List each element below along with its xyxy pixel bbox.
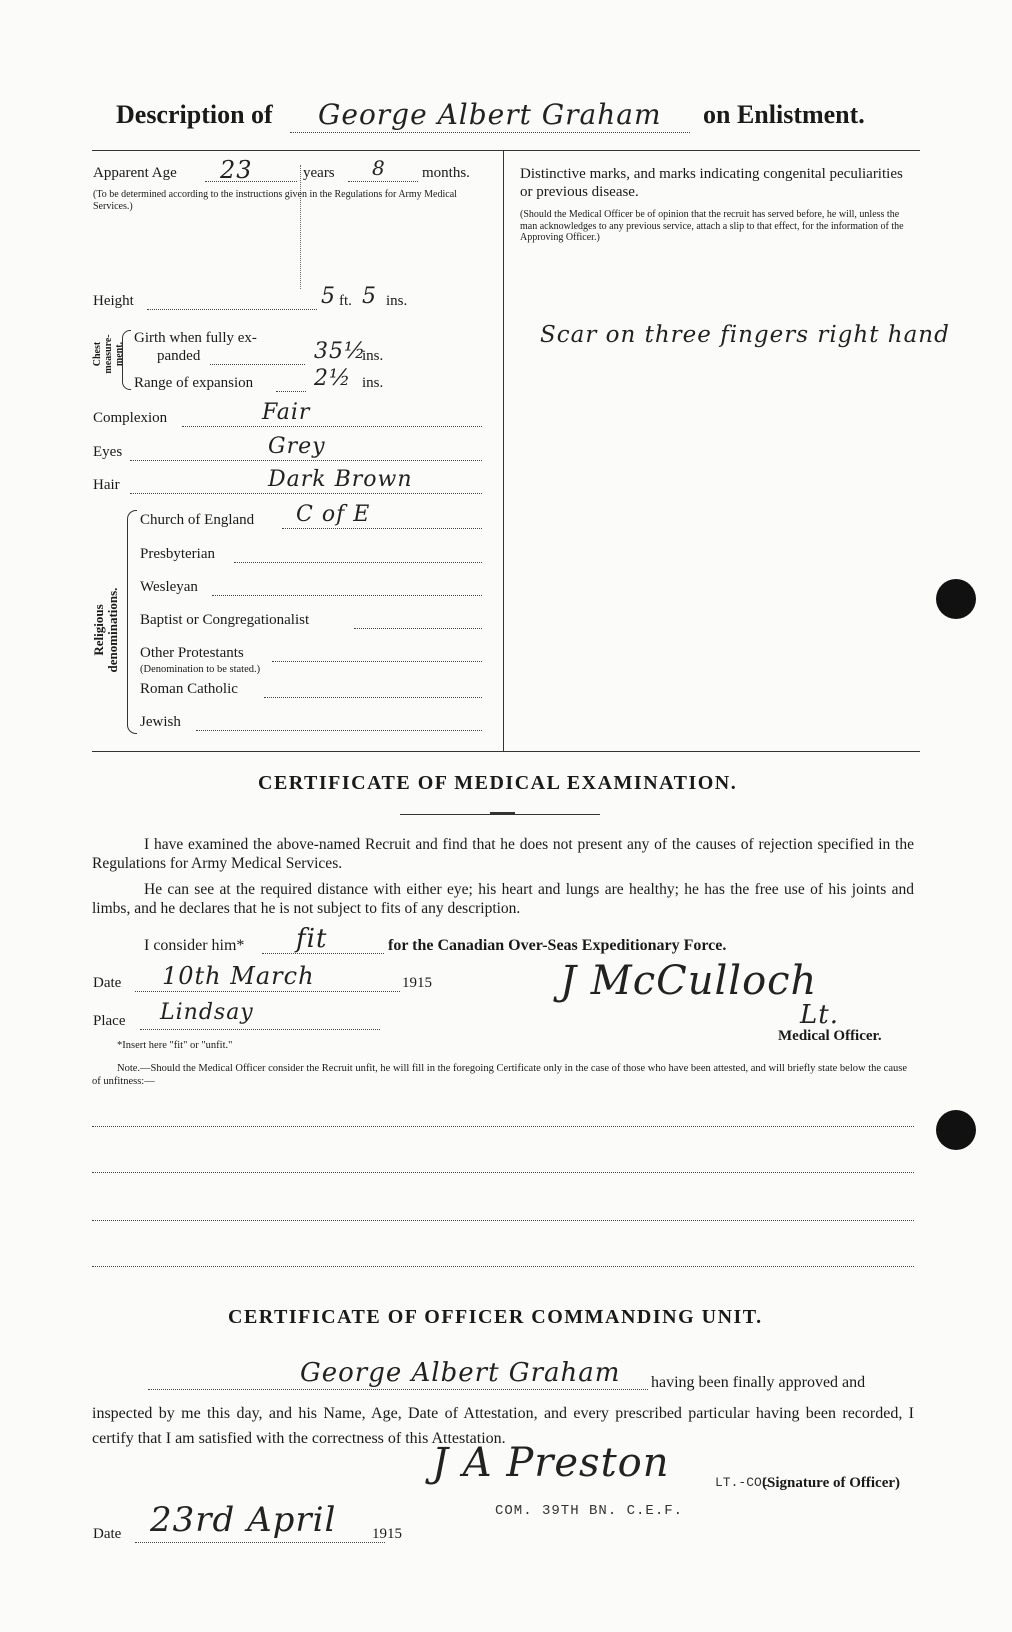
other-protestants-note: (Denomination to be stated.) bbox=[140, 664, 261, 675]
column-divider bbox=[503, 150, 504, 752]
unfitness-line-2 bbox=[92, 1172, 914, 1173]
height-in-value: 5 bbox=[362, 284, 377, 309]
medical-place-label: Place bbox=[93, 1013, 126, 1029]
age-months-label: months. bbox=[422, 165, 470, 181]
hair-label: Hair bbox=[93, 477, 120, 493]
eyes-label: Eyes bbox=[93, 444, 123, 460]
marks-heading: Distinctive marks, and marks indicating congenital peculiarities or previous disease. bbox=[520, 166, 903, 200]
medical-officer-rank: Lt. bbox=[800, 1000, 839, 1030]
religion-label-baptist: Baptist or Congregationalist bbox=[140, 612, 310, 628]
unfitness-line-3 bbox=[92, 1220, 914, 1221]
consider-suffix: for the Canadian Over-Seas Expeditionary Force. bbox=[388, 937, 727, 954]
medical-para-1: I have examined the above-named Recruit and find that he does not present any of the causes of rejection specified in the Regulations for Army Medical Services. bbox=[92, 836, 914, 872]
height-ft-label: ft. bbox=[339, 293, 352, 309]
age-years-value: 23 bbox=[220, 156, 253, 184]
medical-officer-label: Medical Officer. bbox=[778, 1028, 882, 1044]
recruit-name: George Albert Graham bbox=[318, 98, 662, 131]
girth-value: 35½ bbox=[314, 339, 367, 364]
title-name-line bbox=[290, 132, 690, 133]
medical-place-value: Lindsay bbox=[160, 1000, 254, 1025]
age-label: Apparent Age bbox=[93, 165, 177, 181]
insert-note: *Insert here "fit" or "unfit." bbox=[117, 1040, 233, 1051]
eyes-value: Grey bbox=[268, 434, 326, 459]
unit-stamp: COM. 39TH BN. C.E.F. bbox=[495, 1503, 684, 1519]
medical-year: 1915 bbox=[402, 975, 432, 991]
chest-group-label: Chest measure- ment. bbox=[92, 334, 125, 374]
commanding-text-after-name: having been finally approved and bbox=[651, 1374, 866, 1391]
range-unit: ins. bbox=[362, 375, 384, 391]
commanding-date-value: 23rd April bbox=[150, 1500, 337, 1540]
medical-officer-signature: J McCulloch bbox=[560, 958, 818, 1004]
hair-value: Dark Brown bbox=[268, 467, 413, 492]
unfitness-line-1 bbox=[92, 1126, 914, 1127]
girth-unit: ins. bbox=[362, 348, 384, 364]
commanding-recruit-name: George Albert Graham bbox=[300, 1358, 621, 1388]
medical-date-value: 10th March bbox=[162, 962, 315, 990]
religion-label-church-of-england: Church of England bbox=[140, 512, 255, 528]
girth-label-line2: panded bbox=[157, 348, 201, 364]
medical-para-2: He can see at the required distance with either eye; his heart and lungs are healthy; he has the free use of his joints and limbs, and he declares that he is not subject to fits of any description. bbox=[92, 881, 914, 917]
medical-heading: CERTIFICATE OF MEDICAL EXAMINATION. bbox=[258, 772, 738, 794]
commanding-year: 1915 bbox=[372, 1526, 402, 1542]
marks-note: (Should the Medical Officer be of opinion that the recruit has served before, he will, unless the man acknowledges to any previous service, attach a slip to that effect, for the information of the Approving Officer.) bbox=[520, 209, 904, 243]
complexion-label: Complexion bbox=[93, 410, 168, 426]
medical-date-label: Date bbox=[93, 975, 122, 991]
punch-hole-top bbox=[936, 579, 976, 619]
age-note: (To be determined according to the instructions given in the Regulations for Army Medical Services.) bbox=[93, 189, 457, 212]
commanding-officer-signature: J A Preston bbox=[432, 1440, 670, 1486]
religion-label-presbyterian: Presbyterian bbox=[140, 546, 215, 562]
girth-label-line1: Girth when fully ex- bbox=[134, 330, 257, 346]
section-rule bbox=[92, 751, 920, 752]
religion-value-church-of-england: C of E bbox=[296, 502, 371, 527]
age-months-value: 8 bbox=[372, 156, 386, 180]
height-ft-value: 5 bbox=[321, 284, 336, 309]
punch-hole-bottom bbox=[936, 1110, 976, 1150]
religion-label-jewish: Jewish bbox=[140, 714, 181, 730]
commanding-heading: CERTIFICATE OF OFFICER COMMANDING UNIT. bbox=[228, 1306, 763, 1328]
consider-prefix: I consider him* bbox=[144, 937, 245, 954]
title-suffix: on Enlistment. bbox=[703, 100, 865, 129]
unfitness-line-4 bbox=[92, 1266, 914, 1267]
medical-note: Note.—Should the Medical Officer consider the Recruit unfit, he will fill in the foregoing Certificate only in the case of those who have been attested, and will briefly state below the cause of unfitness:— bbox=[92, 1063, 907, 1087]
commanding-para: inspected by me this day, and his Name, Age, Date of Attestation, and every prescribed particular having been recorded, I certify that I am satisfied with the correctness of this Attestation. bbox=[92, 1405, 914, 1447]
range-label: Range of expansion bbox=[134, 375, 254, 391]
marks-value: Scar on three fingers right hand bbox=[540, 322, 950, 348]
height-ins-label: ins. bbox=[386, 293, 408, 309]
signature-of-officer-label: (Signature of Officer) bbox=[762, 1475, 901, 1491]
rank-stamp: LT.-COL. bbox=[715, 1475, 778, 1490]
consider-value: fit bbox=[296, 924, 328, 954]
top-rule bbox=[92, 150, 920, 151]
religion-label-wesleyan: Wesleyan bbox=[140, 579, 198, 595]
commanding-date-label: Date bbox=[93, 1526, 122, 1542]
complexion-value: Fair bbox=[262, 400, 311, 425]
age-years-label: years bbox=[303, 165, 335, 181]
religion-label-other-protestants: Other Protestants bbox=[140, 645, 244, 661]
height-label: Height bbox=[93, 293, 134, 309]
title-prefix: Description of bbox=[116, 100, 273, 129]
religion-group-label: Religious denominations. bbox=[91, 587, 120, 673]
religion-label-roman-catholic: Roman Catholic bbox=[140, 681, 238, 697]
range-value: 2½ bbox=[314, 366, 352, 391]
